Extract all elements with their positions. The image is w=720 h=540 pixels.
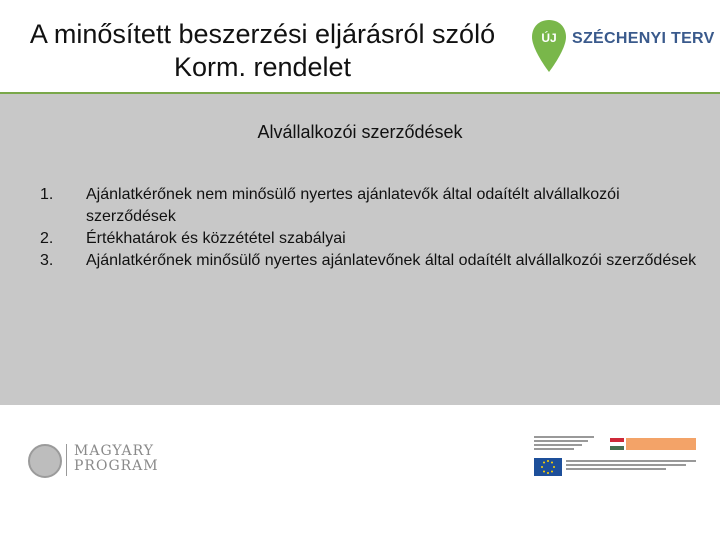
list-item <box>40 184 700 228</box>
slide-title-line1: A minősített beszerzési eljárásról szóló <box>29 19 496 49</box>
list-item-text: Értékhatárok és közzététel szabályai <box>86 230 346 247</box>
fund-text-block <box>534 436 600 452</box>
logo-text: SZÉCHENYI TERV <box>572 30 715 47</box>
magyary-line2: PROGRAM <box>74 458 159 474</box>
list-item <box>40 228 700 250</box>
logo-divider <box>66 444 67 476</box>
content-panel <box>0 92 720 405</box>
magyary-line1: MAGYARY <box>74 443 155 459</box>
eu-flag-icon <box>534 458 562 476</box>
eu-text-block <box>566 460 706 474</box>
slide-title-line2: Korm. rendelet <box>173 52 352 82</box>
list-item <box>40 250 700 272</box>
szechenyi-terv-logo <box>532 20 715 76</box>
funding-logos <box>530 432 710 484</box>
magyarorszag-megujul-banner <box>626 438 696 450</box>
logo-mark: ÚJ <box>541 31 557 45</box>
list-item-text: Ajánlatkérőnek nem minősülő nyertes ajánlatevők által odaítélt alvállalkozói szerződések <box>86 186 620 225</box>
numbered-list <box>40 184 700 272</box>
hungarian-flag-icon <box>610 438 624 450</box>
list-item-number: 2. <box>40 230 54 247</box>
slide-title <box>0 18 525 84</box>
section-subtitle: Alvállalkozói szerződések <box>257 122 463 142</box>
magyary-text <box>74 444 159 474</box>
magyary-program-logo <box>28 440 168 480</box>
portrait-emblem-icon <box>28 444 62 478</box>
list-item-text: Ajánlatkérőnek minősülő nyertes ajánlatevőnek által odaítélt alvállalkozói szerződések <box>86 252 697 269</box>
map-pin-icon <box>532 20 566 72</box>
list-item-number: 3. <box>40 252 54 269</box>
list-item-number: 1. <box>40 186 54 203</box>
